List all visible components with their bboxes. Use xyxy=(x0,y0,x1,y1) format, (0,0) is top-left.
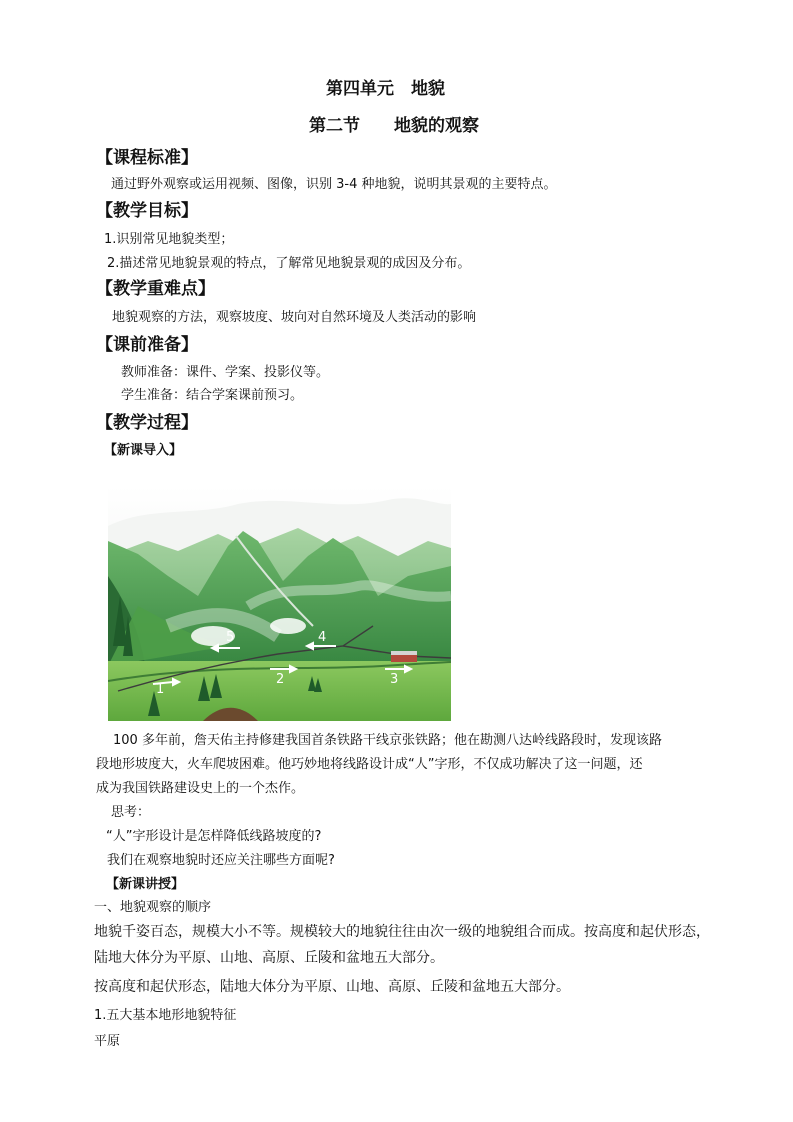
route-number-1: 1 xyxy=(156,682,165,697)
lecture-para-2: 按高度和起伏形态，陆地大体分为平原、山地、高原、丘陵和盆地五大部分。 xyxy=(94,979,570,995)
route-number-2: 2 xyxy=(276,672,285,687)
route-number-3: 3 xyxy=(390,672,399,687)
intro-paragraph-line-3: 成为我国铁路建设史上的一个杰作。 xyxy=(96,781,305,796)
mountain-railway-illustration xyxy=(108,486,451,721)
goal-item-1: 1.识别常见地貌类型； xyxy=(104,232,234,247)
intro-paragraph-line-2: 段地形坡度大，火车爬坡困难。他巧妙地将线路设计成“人”字形，不仅成功解决了这一问题，还 xyxy=(96,757,643,772)
section-title: 第二节 地貌的观察 xyxy=(309,116,479,136)
lecture-subheading: 1.五大基本地形地貌特征 xyxy=(94,1008,237,1023)
new-lesson-lecture-label: 【新课讲授】 xyxy=(106,877,185,892)
route-number-4: 4 xyxy=(318,630,327,645)
route-number-5: 5 xyxy=(226,630,235,645)
new-lesson-intro-label: 【新课导入】 xyxy=(104,443,183,458)
prep-heading: 【课前准备】 xyxy=(96,335,198,355)
course-standard-text: 通过野外观察或运用视频、图像，识别 3-4 种地貌，说明其景观的主要特点。 xyxy=(111,177,557,192)
student-prep: 学生准备：结合学案课前预习。 xyxy=(121,388,304,403)
key-points-text: 地貌观察的方法，观察坡度、坡向对自然环境及人类活动的影响 xyxy=(112,310,477,325)
lecture-para-line-1: 地貌千姿百态，规模大小不等。规模较大的地貌往往由次一级的地貌组合而成。按高度和起伏形态， xyxy=(94,924,710,940)
course-standard-heading: 【课程标准】 xyxy=(96,148,198,168)
lecture-heading-1: 一、地貌观察的顺序 xyxy=(94,900,212,915)
teaching-process-heading: 【教学过程】 xyxy=(96,413,198,433)
lecture-para-line-2: 陆地大体分为平原、山地、高原、丘陵和盆地五大部分。 xyxy=(94,950,444,966)
intro-paragraph-line-1: 100 多年前，詹天佑主持修建我国首条铁路干线京张铁路；他在勘测八达岭线路段时，发现该路 xyxy=(113,733,662,748)
teaching-goals-heading: 【教学目标】 xyxy=(96,201,198,221)
question-2: 我们在观察地貌时还应关注哪些方面呢? xyxy=(107,853,335,868)
question-1: “人”字形设计是怎样降低线路坡度的? xyxy=(106,829,322,844)
plain-label: 平原 xyxy=(94,1034,121,1049)
key-points-heading: 【教学重难点】 xyxy=(96,279,215,299)
teacher-prep: 教师准备：课件、学案、投影仪等。 xyxy=(121,365,330,380)
unit-title: 第四单元 地貌 xyxy=(326,79,445,99)
think-label: 思考： xyxy=(111,805,151,820)
goal-item-2: 2.描述常见地貌景观的特点，了解常见地貌景观的成因及分布。 xyxy=(107,256,471,271)
